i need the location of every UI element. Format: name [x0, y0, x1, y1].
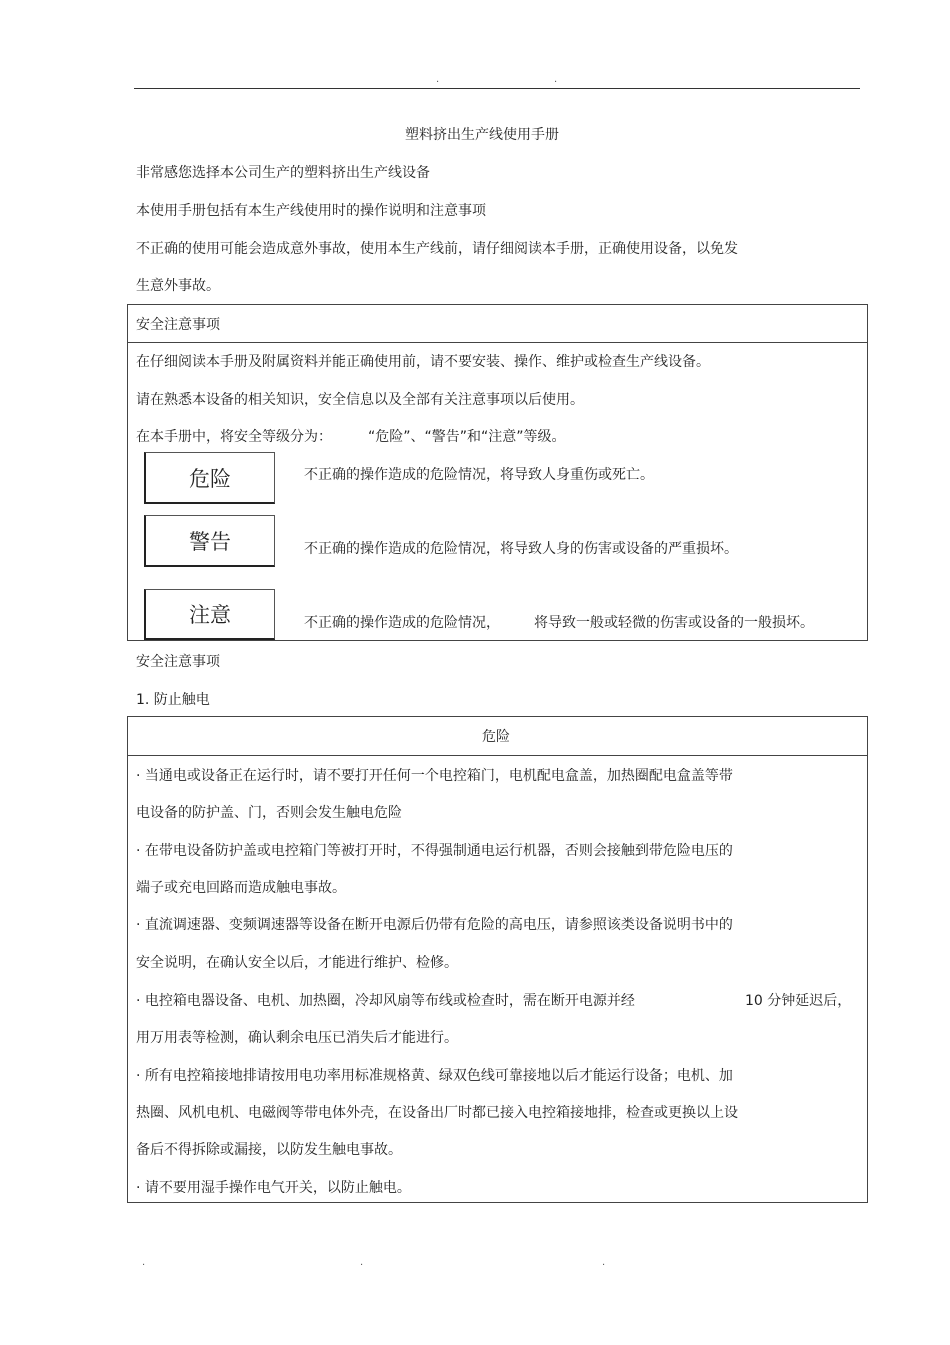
section-heading: 安全注意事项 — [136, 654, 220, 670]
danger-level-label: 危险 — [144, 452, 275, 504]
danger-line: 备后不得拆除或漏接，以防发生触电事故。 — [136, 1142, 402, 1158]
safety-levels-names: “危险”、“警告”和“注意”等级。 — [368, 429, 566, 445]
danger-line: · 请不要用湿手操作电气开关，以防止触电。 — [136, 1180, 411, 1196]
intro-line: 生意外事故。 — [136, 278, 220, 294]
danger-line: · 所有电控箱接地排请按用电功率用标准规格黄、绿双色线可靠接地以后才能运行设备；电机、加 — [136, 1068, 733, 1084]
header-rule — [134, 88, 860, 89]
footer-dot: . — [142, 1257, 146, 1268]
caution-level-desc: 不正确的操作造成的危险情况， — [304, 615, 500, 631]
danger-delay-note: 10 分钟延迟后， — [745, 993, 852, 1009]
intro-line: 不正确的使用可能会造成意外事故，使用本生产线前，请仔细阅读本手册，正确使用设备，以免发 — [136, 241, 738, 257]
warning-level-label: 警告 — [144, 515, 275, 567]
caution-level-desc-cont: 将导致一般或轻微的伤害或设备的一般损坏。 — [534, 615, 814, 631]
header-dot: . — [436, 74, 440, 85]
danger-line: 电设备的防护盖、门，否则会发生触电危险 — [136, 805, 402, 821]
danger-line: 端子或充电回路而造成触电事故。 — [136, 880, 346, 896]
footer-dot: . — [602, 1257, 606, 1268]
danger-box-divider — [127, 755, 868, 756]
safety-box-line: 在仔细阅读本手册及附属资料并能正确使用前，请不要安装、操作、维护或检查生产线设备。 — [136, 354, 710, 370]
safety-box-heading: 安全注意事项 — [136, 317, 220, 333]
danger-line: · 在带电设备防护盖或电控箱门等被打开时，不得强制通电运行机器，否则会接触到带危险电压的 — [136, 843, 733, 859]
page-title: 塑料挤出生产线使用手册 — [405, 127, 559, 143]
warning-level-desc: 不正确的操作造成的危险情况，将导致人身的伤害或设备的严重损坏。 — [304, 541, 738, 557]
danger-line: · 当通电或设备正在运行时，请不要打开任何一个电控箱门，电机配电盒盖，加热圈配电盒盖等带 — [136, 768, 733, 784]
danger-line: · 直流调速器、变频调速器等设备在断开电源后仍带有危险的高电压，请参照该类设备说明书中的 — [136, 917, 733, 933]
intro-line: 非常感您选择本公司生产的塑料挤出生产线设备 — [136, 165, 430, 181]
section-item: 1. 防止触电 — [136, 692, 210, 708]
header-dot: . — [554, 74, 558, 85]
safety-box-divider — [127, 342, 868, 343]
danger-line: · 电控箱电器设备、电机、加热圈，冷却风扇等布线或检查时，需在断开电源并经 — [136, 993, 635, 1009]
danger-line: 安全说明，在确认安全以后，才能进行维护、检修。 — [136, 955, 458, 971]
danger-line: 热圈、风机电机、电磁阀等带电体外壳，在设备出厂时都已接入电控箱接地排，检查或更换以上设 — [136, 1105, 738, 1121]
safety-levels-intro: 在本手册中，将安全等级分为： — [136, 429, 332, 445]
caution-level-label: 注意 — [144, 589, 275, 640]
safety-box-line: 请在熟悉本设备的相关知识，安全信息以及全部有关注意事项以后使用。 — [136, 392, 584, 408]
danger-box-heading: 危险 — [482, 729, 510, 745]
footer-dot: . — [360, 1257, 364, 1268]
danger-level-desc: 不正确的操作造成的危险情况，将导致人身重伤或死亡。 — [304, 467, 654, 483]
intro-line: 本使用手册包括有本生产线使用时的操作说明和注意事项 — [136, 203, 486, 219]
danger-line: 用万用表等检测，确认剩余电压已消失后才能进行。 — [136, 1030, 458, 1046]
